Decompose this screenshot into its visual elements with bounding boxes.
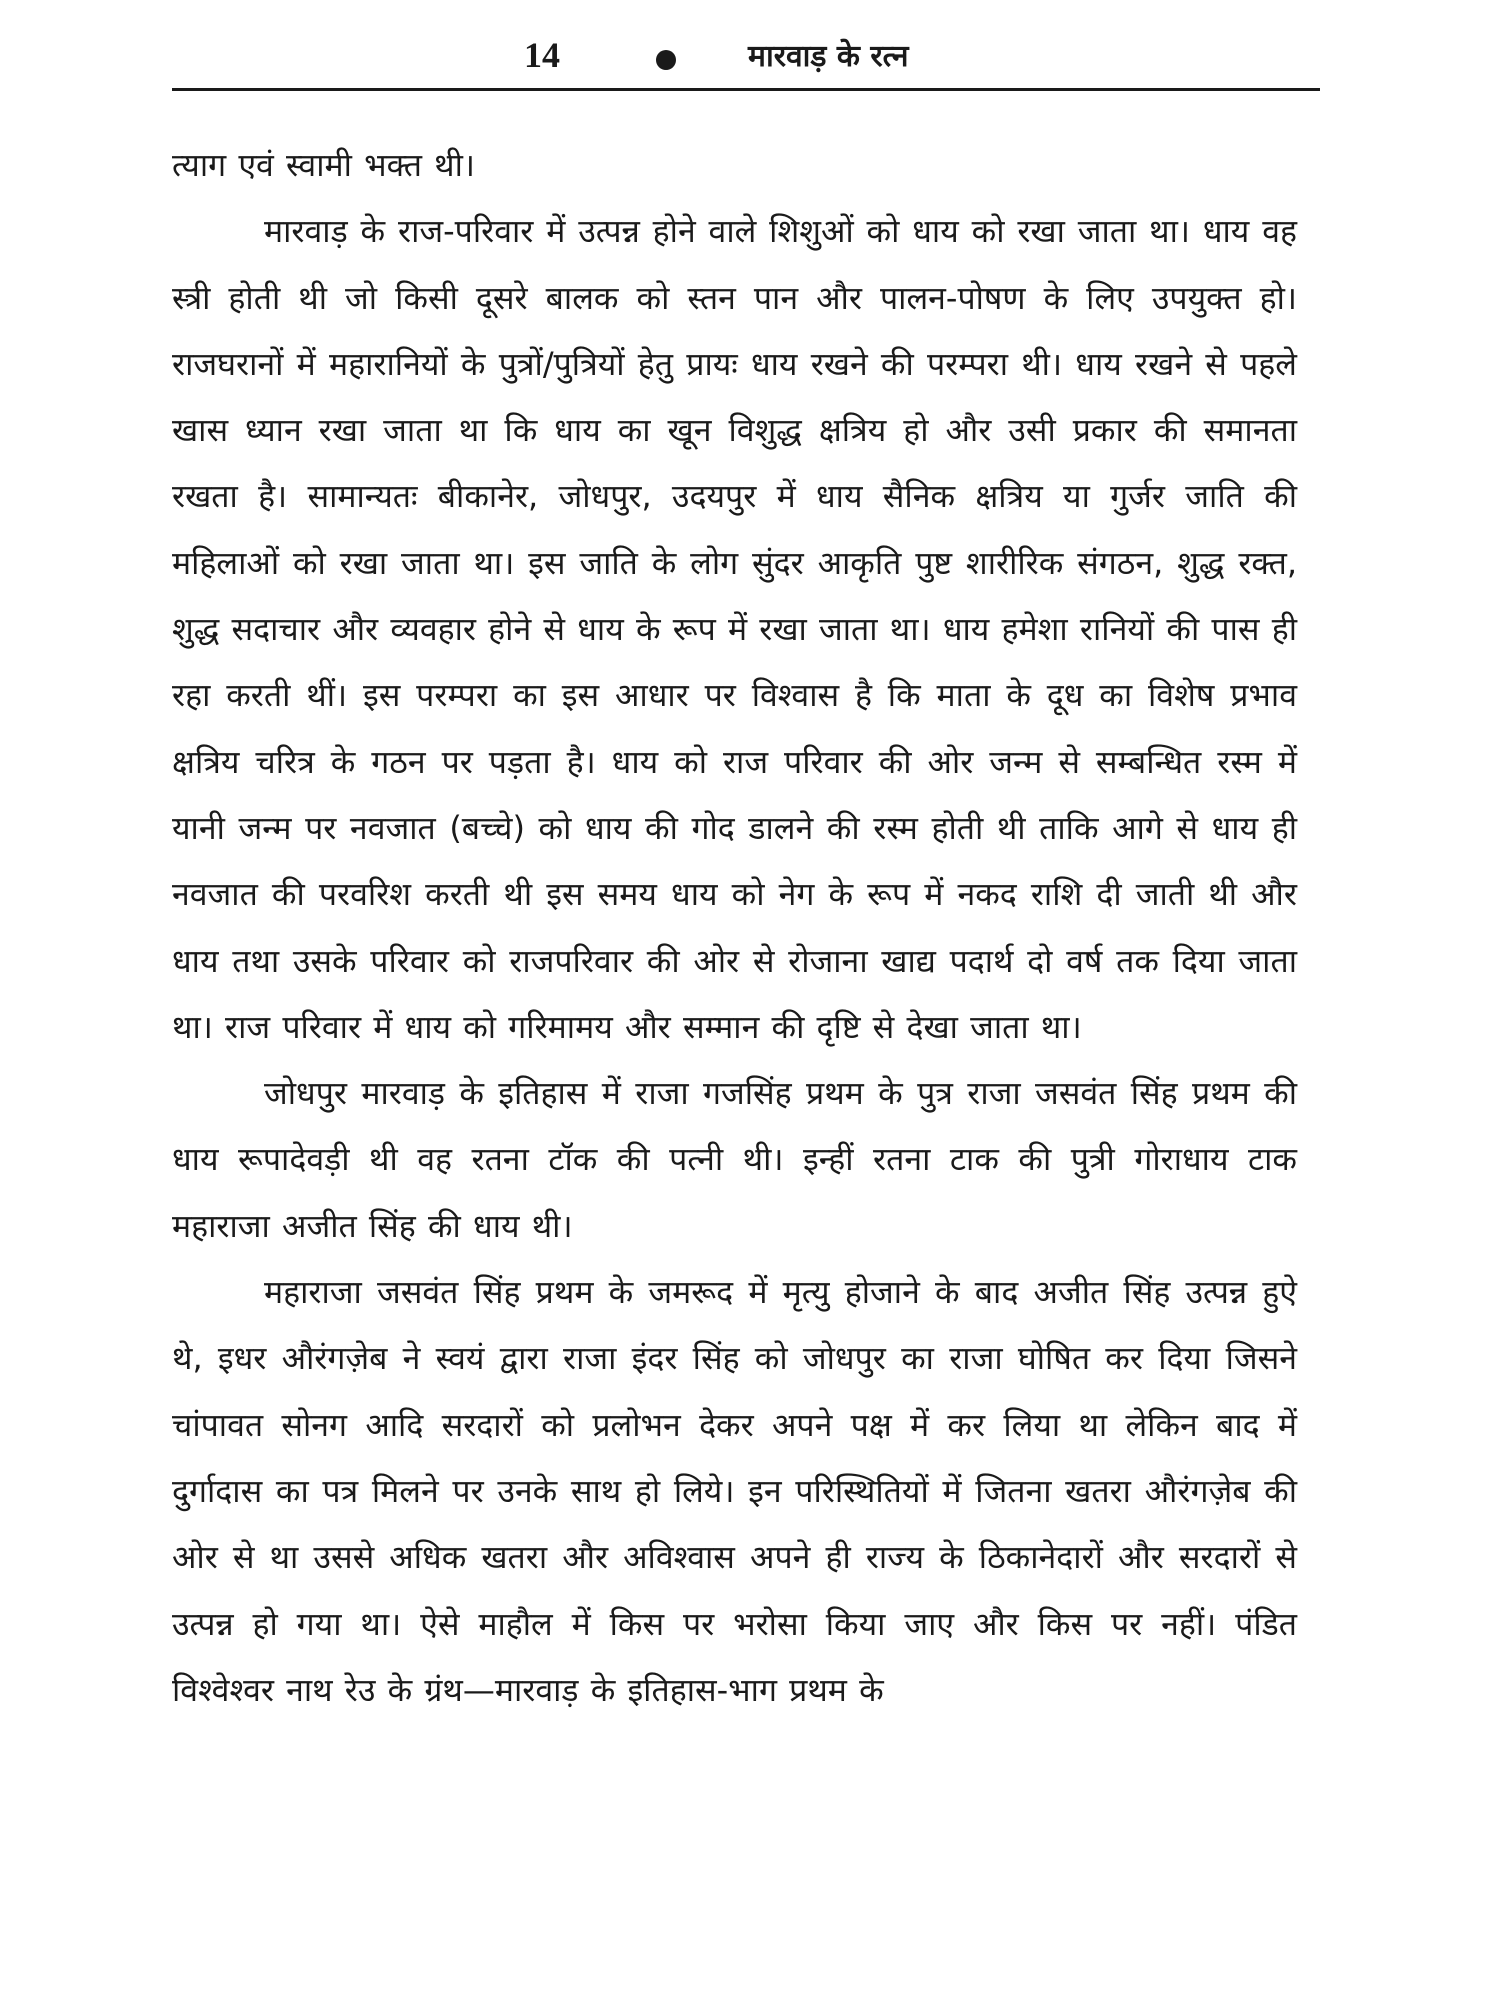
- bullet-separator-icon: [656, 50, 676, 70]
- running-title: मारवाड़ के रत्न: [748, 39, 909, 74]
- page-header: [172, 30, 1320, 90]
- paragraph: मारवाड़ के राज-परिवार में उत्पन्न होने वाले शिशुओं को धाय को रखा जाता था। धाय वह स्त्री होती थी जो किसी दूसरे बालक को स्तन पान और पालन-पोषण के लिए उपयुक्त हो। राजघरानों में महारानियों के पुत्रों/पुत्रियों हेतु प्रायः धाय रखने की परम्परा थी। धाय रखने से पहले खास ध्यान रखा जाता था कि धाय का खून विशुद्ध क्षत्रिय हो और उसी प्रकार की समानता रखता है। सामान्यतः बीकानेर, जोधपुर, उदयपुर में धाय सैनिक क्षत्रिय या गुर्जर जाति की महिलाओं को रखा जाता था। इस जाति के लोग सुंदर आकृति पुष्ट शारीरिक संगठन, शुद्ध रक्त, शुद्ध सदाचार और व्यवहार होने से धाय के रूप में रखा जाता था। धाय हमेशा रानियों की पास ही रहा करती थीं। इस परम्परा का इस आधार पर विश्वास है कि माता के दूध का विशेष प्रभाव क्षत्रिय चरित्र के गठन पर पड़ता है। धाय को राज परिवार की ओर जन्म से सम्बन्धित रस्म में यानी जन्म पर नवजात (बच्चे) को धाय की गोद डालने की रस्म होती थी ताकि आगे से धाय ही नवजात की परवरिश करती थी इस समय धाय को नेग के रूप में नकद राशि दी जाती थी और धाय तथा उसके परिवार को राजपरिवार की ओर से रोजाना खाद्य पदार्थ दो वर्ष तक दिया जाता था। राज परिवार में धाय को गरिमामय और सम्मान की दृष्टि से देखा जाता था।: [172, 212, 1297, 1046]
- header-rule: [172, 88, 1320, 91]
- paragraph: जोधपुर मारवाड़ के इतिहास में राजा गजसिंह प्रथम के पुत्र राजा जसवंत सिंह प्रथम की धाय रूपादेवड़ी थी वह रतना टॉक की पत्नी थी। इन्हीं रतना टाक की पुत्री गोराधाय टाक महाराजा अजीत सिंह की धाय थी।: [172, 1074, 1297, 1245]
- body-text: [172, 132, 1297, 1723]
- paragraph: महाराजा जसवंत सिंह प्रथम के जमरूद में मृत्यु होजाने के बाद अजीत सिंह उत्पन्न हुऐ थे, इधर औरंगज़ेब ने स्वयं द्वारा राजा इंदर सिंह को जोधपुर का राजा घोषित कर दिया जिसने चांपावत सोनग आदि सरदारों को प्रलोभन देकर अपने पक्ष में कर लिया था लेकिन बाद में दुर्गादास का पत्र मिलने पर उनके साथ हो लिये। इन परिस्थितियों में जितना खतरा औरंगज़ेब की ओर से था उससे अधिक खतरा और अविश्वास अपने ही राज्य के ठिकानेदारों और सरदारों से उत्पन्न हो गया था। ऐसे माहौल में किस पर भरोसा किया जाए और किस पर नहीं। पंडित विश्वेश्वर नाथ रेउ के ग्रंथ—मारवाड़ के इतिहास-भाग प्रथम के: [172, 1273, 1297, 1709]
- paragraph-continuation: त्याग एवं स्वामी भक्त थी।: [172, 146, 476, 184]
- page-number: 14: [524, 35, 560, 75]
